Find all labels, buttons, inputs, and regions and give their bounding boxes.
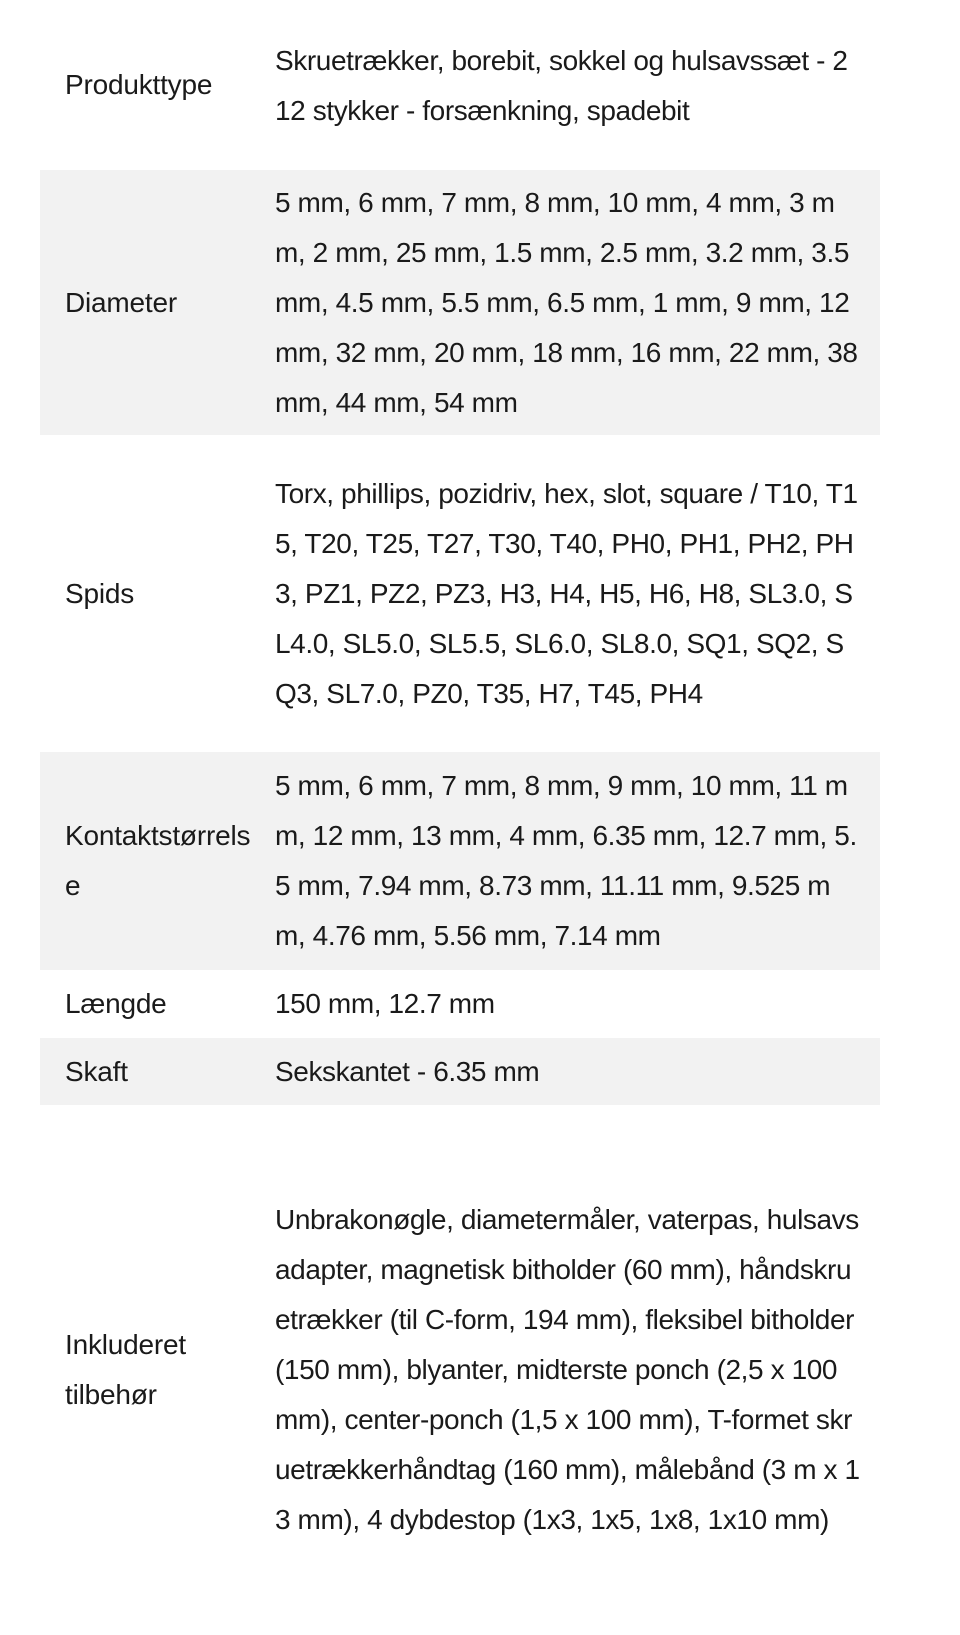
spec-value: 5 mm, 6 mm, 7 mm, 8 mm, 9 mm, 10 mm, 11 mm, 12 mm, 13 mm, 4 mm, 6.35 mm, 12.7 mm, 5.5 mm, 7.94 mm, 8.73 mm, 11.11 mm, 9.525 mm, 4.76 mm, 5.56 mm, 7.14 mm (275, 770, 857, 951)
spec-row-length (40, 970, 880, 1038)
spec-value: Torx, phillips, pozidriv, hex, slot, square / T10, T15, T20, T25, T27, T30, T40, PH0, PH1, PH2, PH3, PZ1, PZ2, PZ3, H3, H4, H5, H6, H8, SL3.0, SL4.0, SL5.0, SL5.5, SL6.0, SL8.0, SQ1, SQ2, SQ3, SL7.0, PZ0, T35, H7, T45, PH4 (275, 477, 858, 709)
spec-label: Spids (65, 577, 135, 609)
spec-label: Produkttype (65, 69, 213, 100)
spec-value: 5 mm, 6 mm, 7 mm, 8 mm, 10 mm, 4 mm, 3 mm, 2 mm, 25 mm, 1.5 mm, 2.5 mm, 3.2 mm, 3.5 mm, 4.5 mm, 5.5 mm, 6.5 mm, 1 mm, 9 mm, 12 mm, 32 mm, 20 mm, 18 mm, 16 mm, 22 mm, 38 mm, 44 mm, 54 mm (275, 186, 858, 418)
product-specification-table (40, 0, 880, 1635)
spec-row-included-accessories (40, 1105, 880, 1635)
spec-row-tip (40, 435, 880, 752)
spec-value: Skruetrækker, borebit, sokkel og hulsavssæt - 212 stykker - forsænkning, spadebit (275, 45, 848, 126)
spec-label: Længde (65, 988, 167, 1019)
spec-row-diameter (40, 170, 880, 435)
spec-label: Diameter (65, 286, 177, 318)
spec-label: Skaft (65, 1055, 128, 1087)
spec-row-product-type (40, 0, 880, 170)
spec-value: Sekskantet - 6.35 mm (275, 1055, 540, 1087)
spec-label: Kontaktstørrelse (65, 820, 251, 901)
spec-row-shank (40, 1038, 880, 1105)
spec-value: Unbrakonøgle, diametermåler, vaterpas, hulsavsadapter, magnetisk bitholder (60 mm), håndskruetrækker (til C-form, 194 mm), fleksibel bitholder (150 mm), blyanter, midterste ponch (2,5 x 100 mm), center-ponch (1,5 x 100 mm), T-formet skruetrækkerhåndtag (160 mm), målebånd (3 m x 13 mm), 4 dybdestop (1x3, 1x5, 1x8, 1x10 mm) (275, 1204, 860, 1535)
spec-label: Inkluderet tilbehør (65, 1329, 186, 1410)
spec-row-socket-size (40, 752, 880, 970)
spec-value: 150 mm, 12.7 mm (275, 988, 495, 1019)
